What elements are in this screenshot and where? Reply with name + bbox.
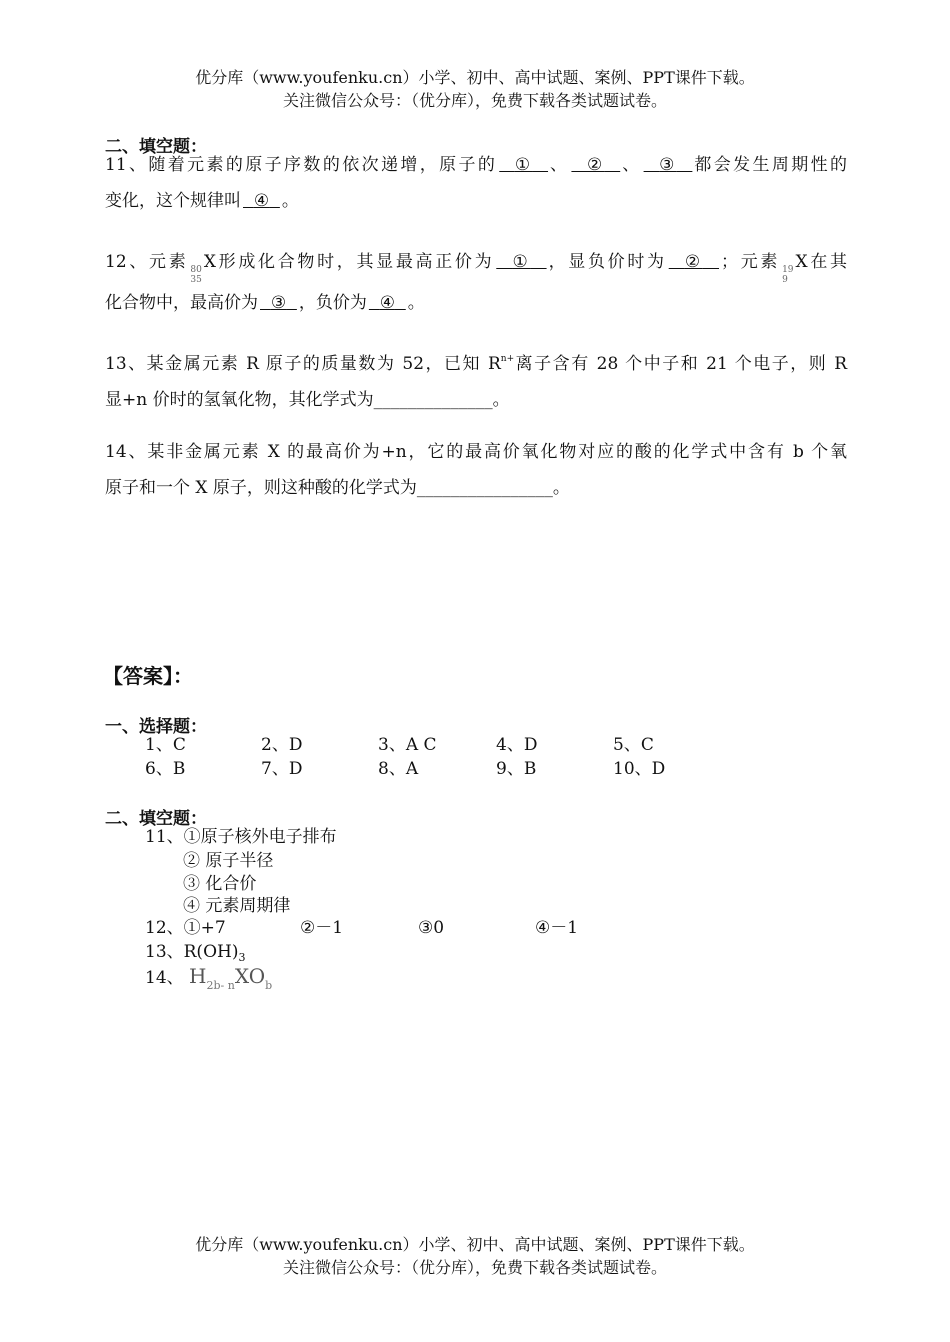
- answers-fill-title: 二、填空题：: [105, 809, 207, 829]
- answer-11-line-4: ④ 元素周期律: [183, 896, 291, 916]
- q12-blank-3: ③: [270, 293, 287, 313]
- mc-answer: 3、A C: [378, 735, 437, 755]
- q13-line-2: 显+n 价时的氢氧化物，其化学式为______________。: [105, 390, 510, 410]
- q11-line-2: 变化，这个规律叫 ④ 。: [105, 191, 299, 211]
- mc-answer: 7、D: [261, 759, 303, 779]
- answer-12-part: ③0: [418, 918, 445, 938]
- answers-mc-row-2: [0, 757, 950, 781]
- q11-blank-2: ②: [587, 155, 605, 175]
- answer-14-formula: $H_{2b- n}XO_b$: [189, 964, 273, 992]
- q14-line-2: 原子和一个 X 原子，则这种酸的化学式为________________。: [105, 478, 570, 498]
- q12-line-2: 化合物中，最高价为 ③ ，负价为 ④ 。: [105, 293, 425, 313]
- answer-11-line-1: 11、①原子核外电子排布: [145, 827, 337, 847]
- footer-line-2: 关注微信公众号：（优分库），免费下载各类试题试卷。: [282, 1258, 667, 1277]
- q12-blank-4: ④: [379, 293, 395, 313]
- question-13: [105, 341, 847, 418]
- answers-title: 【答案】：: [103, 664, 193, 688]
- question-12: [105, 244, 847, 321]
- q14-answer-blank: ________________: [416, 478, 553, 498]
- page-footer: [0, 1233, 950, 1279]
- q11-line-1: 11、随着元素的原子序数的依次递增，原子的 ① 、 ② 、 ③ 都会发生周期性的: [105, 155, 848, 175]
- mc-answer: 6、B: [145, 759, 186, 779]
- answer-11-line-2: ② 原子半径: [183, 851, 274, 871]
- answer-12-row: [0, 916, 950, 940]
- q12-blank-2: ②: [684, 252, 703, 272]
- section-fill-title: 二、填空题：: [105, 137, 207, 157]
- mc-answer: 9、B: [496, 759, 537, 779]
- mc-answer: 5、C: [613, 735, 654, 755]
- q13-answer-blank: ______________: [373, 390, 493, 410]
- q11-blank-3: ③: [659, 155, 677, 175]
- q11-blank-4: ④: [253, 191, 270, 211]
- page-header: [0, 66, 950, 112]
- answer-12-part: 12、①+7: [145, 918, 226, 938]
- answer-12-part: ②－1: [300, 918, 344, 938]
- mc-answer: 8、A: [378, 759, 419, 779]
- q14-line-1: 14、某非金属元素 X 的最高价为+n，它的最高价氧化物对应的酸的化学式中含有 b 个氧: [105, 442, 847, 462]
- q12-line-1: 12、元素 80 35 X形成化合物时，其显最高正价为 ① ，显负价时为 ② ；元素 19 9 X在其: [105, 252, 848, 285]
- answer-13: 13、$R(OH)_3$: [145, 942, 246, 964]
- mc-answer: 10、D: [613, 759, 666, 779]
- header-line-2: 关注微信公众号：（优分库），免费下载各类试题试卷。: [282, 91, 667, 110]
- mc-answer: 1、C: [145, 735, 186, 755]
- isotope-x19: 19 9: [782, 265, 794, 285]
- mc-answer: 4、D: [496, 735, 538, 755]
- isotope-x80: 80 35: [190, 265, 202, 285]
- q11-blank-1: ①: [514, 155, 533, 175]
- answers-mc-title: 一、选择题：: [105, 717, 207, 737]
- answers-mc-row-1: [0, 733, 950, 757]
- q12-blank-1: ①: [512, 252, 531, 272]
- header-line-1: 优分库（www.youfenku.cn）小学、初中、高中试题、案例、PPT课件下载。: [195, 68, 755, 87]
- q13-line-1: 13、某金属元素 R 原子的质量数为 52，已知 $R^{n+}$离子含有 28 个中子和 21 个电子，则 R: [105, 354, 847, 374]
- question-14: [105, 434, 847, 506]
- answer-14: 14、 $H_{2b- n}XO_b$: [145, 964, 273, 992]
- answer-11-line-3: ③ 化合价: [183, 874, 257, 894]
- answer-12-part: ④－1: [535, 918, 579, 938]
- question-11: [105, 147, 847, 219]
- mc-answer: 2、D: [261, 735, 303, 755]
- footer-line-1: 优分库（www.youfenku.cn）小学、初中、高中试题、案例、PPT课件下载。: [195, 1235, 755, 1254]
